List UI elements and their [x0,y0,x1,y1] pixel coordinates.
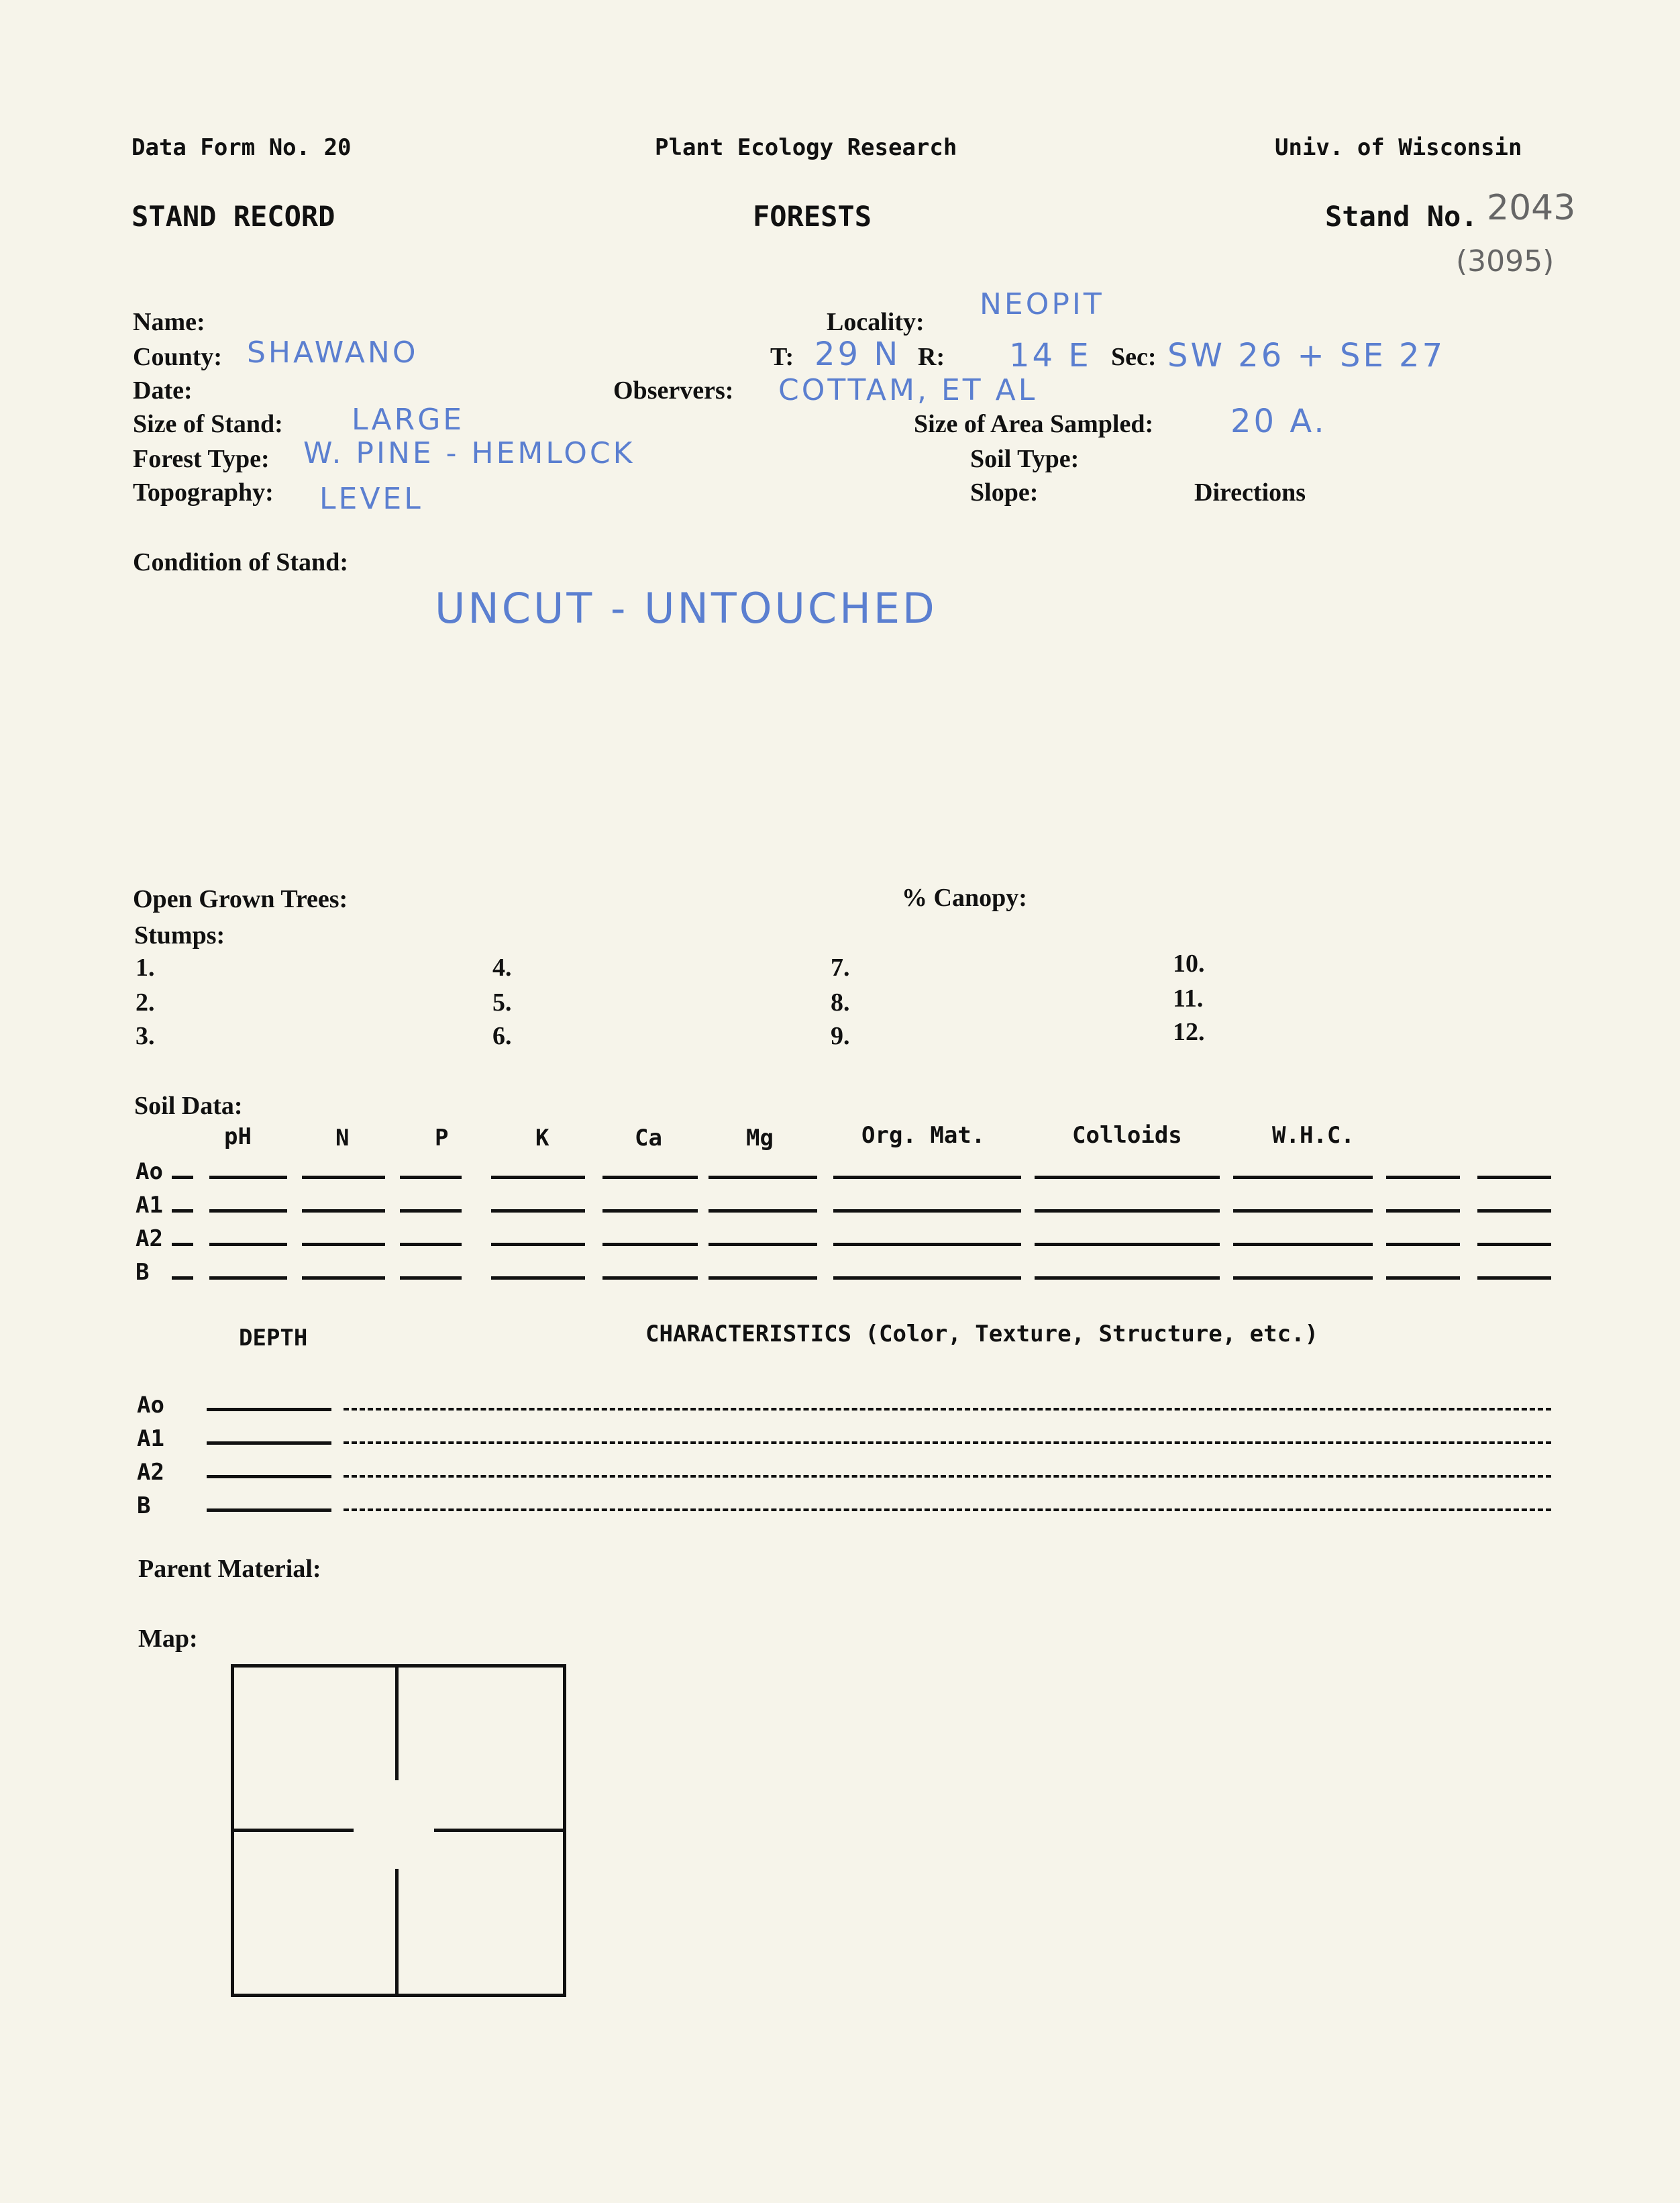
soil-blank-line [1477,1243,1551,1246]
stump-number: 12. [1173,1018,1205,1046]
soil-blank-line [1386,1243,1460,1246]
soil-blank-line [302,1176,385,1179]
soil-blank-line [708,1276,817,1280]
soil-blank-line [491,1276,585,1280]
soil-blank-line [833,1276,1021,1280]
open-grown-label: Open Grown Trees: [133,885,348,913]
soil-column-header: Org. Mat. [861,1122,986,1149]
soil-blank-line [400,1243,462,1246]
soil-blank-line [302,1276,385,1280]
soil-column-header: Mg [746,1125,774,1151]
soil-column-header: N [335,1125,350,1151]
stand-number-alt: (3095) [1456,244,1555,278]
soil-blank-line [400,1209,462,1213]
stump-number: 4. [492,954,512,982]
soil-blank-line [1386,1176,1460,1179]
soil-blank-line [1035,1176,1220,1179]
canopy-label: % Canopy: [902,884,1027,912]
soil-blank-line [491,1243,585,1246]
map-divider [434,1829,563,1832]
characteristics-label: CHARACTERISTICS (Color, Texture, Structure, etc.) [645,1321,1319,1347]
soil-blank-line [1477,1209,1551,1213]
depth-horizon-label: A2 [137,1459,164,1486]
soil-horizon-label: B [136,1259,150,1286]
map-divider [395,1668,399,1780]
stump-number: 8. [831,988,850,1017]
observers-label: Observers: [613,376,734,405]
stump-number: 3. [136,1022,155,1050]
stump-number: 5. [492,988,512,1017]
program-title: Plant Ecology Research [655,134,957,161]
map-divider [395,1869,399,1994]
soil-blank-line [708,1176,817,1179]
soil-blank-line [209,1209,287,1213]
soil-blank-line [400,1176,462,1179]
soil-blank-line [491,1176,585,1179]
soil-horizon-label: A1 [136,1192,163,1219]
characteristics-line [344,1441,1551,1444]
university: Univ. of Wisconsin [1275,134,1522,161]
locality-label: Locality: [827,308,925,336]
soil-blank-line [1233,1176,1373,1179]
soil-column-header: W.H.C. [1272,1122,1355,1149]
soil-blank-line [172,1243,193,1246]
county-label: County: [133,343,223,371]
soil-column-header: Colloids [1072,1122,1182,1149]
name-label: Name: [133,308,205,336]
directions-label: Directions [1194,478,1306,507]
soil-blank-line [491,1209,585,1213]
stump-number: 9. [831,1022,850,1050]
soil-blank-line [172,1209,193,1213]
depth-line [207,1475,331,1478]
depth-horizon-label: A1 [137,1425,164,1452]
depth-horizon-label: B [137,1492,151,1519]
map-grid [231,1664,566,1997]
soil-blank-line [1035,1243,1220,1246]
soil-blank-line [708,1243,817,1246]
depth-line [207,1441,331,1445]
stump-number: 2. [136,988,155,1017]
characteristics-line [344,1508,1551,1511]
sec-label: Sec: [1111,343,1157,371]
stump-number: 1. [136,954,155,982]
soil-blank-line [1477,1276,1551,1280]
depth-horizon-label: Ao [137,1392,164,1419]
slope-label: Slope: [970,478,1039,507]
size-value: LARGE [352,403,465,437]
area-value: 20 A. [1230,403,1327,440]
stumps-label: Stumps: [134,921,225,950]
soil-column-header: P [435,1125,449,1151]
sec-value: SW 26 + SE 27 [1167,337,1446,374]
soil-blank-line [602,1209,698,1213]
map-divider [234,1829,354,1832]
soil-blank-line [209,1176,287,1179]
characteristics-line [344,1475,1551,1478]
forest-type-label: Forest Type: [133,445,270,473]
t-label: T: [770,343,794,371]
soil-blank-line [1477,1176,1551,1179]
stump-number: 11. [1173,984,1204,1013]
soil-blank-line [833,1209,1021,1213]
record-title: STAND RECORD [132,200,335,233]
soil-blank-line [172,1276,193,1280]
characteristics-line [344,1408,1551,1411]
observers-value: COTTAM, ET AL [778,373,1038,407]
soil-blank-line [602,1176,698,1179]
r-label: R: [918,343,945,371]
form-number: Data Form No. 20 [132,134,352,161]
soil-blank-line [209,1243,287,1246]
depth-line [207,1508,331,1512]
soil-blank-line [1035,1276,1220,1280]
soil-blank-line [833,1243,1021,1246]
soil-blank-line [602,1276,698,1280]
county-value: SHAWANO [247,336,419,370]
category-title: FORESTS [753,200,872,233]
locality-value: NEOPIT [980,287,1104,321]
soil-blank-line [1035,1209,1220,1213]
depth-line [207,1408,331,1411]
topography-value: LEVEL [319,482,423,516]
topography-label: Topography: [133,478,274,507]
soil-blank-line [302,1243,385,1246]
stump-number: 7. [831,954,850,982]
soil-blank-line [1386,1209,1460,1213]
parent-material-label: Parent Material: [138,1555,321,1583]
soil-column-header: pH [224,1123,252,1150]
area-label: Size of Area Sampled: [914,410,1154,438]
soil-column-header: Ca [635,1125,662,1151]
stand-label: Stand No. [1325,200,1478,233]
date-label: Date: [133,376,193,405]
stump-number: 10. [1173,950,1205,978]
soil-blank-line [602,1243,698,1246]
condition-label: Condition of Stand: [133,548,348,576]
soil-blank-line [833,1176,1021,1179]
soil-type-label: Soil Type: [970,445,1080,473]
t-value: 29 N [815,336,901,373]
soil-blank-line [1386,1276,1460,1280]
stand-number: 2043 [1487,188,1576,228]
stump-number: 6. [492,1022,512,1050]
soil-blank-line [302,1209,385,1213]
forest-type-value: W. PINE - HEMLOCK [303,436,635,470]
soil-horizon-label: A2 [136,1225,163,1252]
soil-blank-line [708,1209,817,1213]
soil-blank-line [1233,1276,1373,1280]
map-label: Map: [138,1625,198,1653]
r-value: 14 E [1009,337,1092,374]
soil-blank-line [172,1176,193,1179]
size-label: Size of Stand: [133,410,283,438]
soil-column-header: K [535,1125,549,1151]
condition-value: UNCUT - UNTOUCHED [435,584,937,633]
soil-blank-line [400,1276,462,1280]
soil-horizon-label: Ao [136,1158,163,1185]
soil-blank-line [1233,1209,1373,1213]
soil-blank-line [1233,1243,1373,1246]
depth-label: DEPTH [239,1325,308,1351]
soil-data-label: Soil Data: [134,1092,243,1120]
soil-blank-line [209,1276,287,1280]
